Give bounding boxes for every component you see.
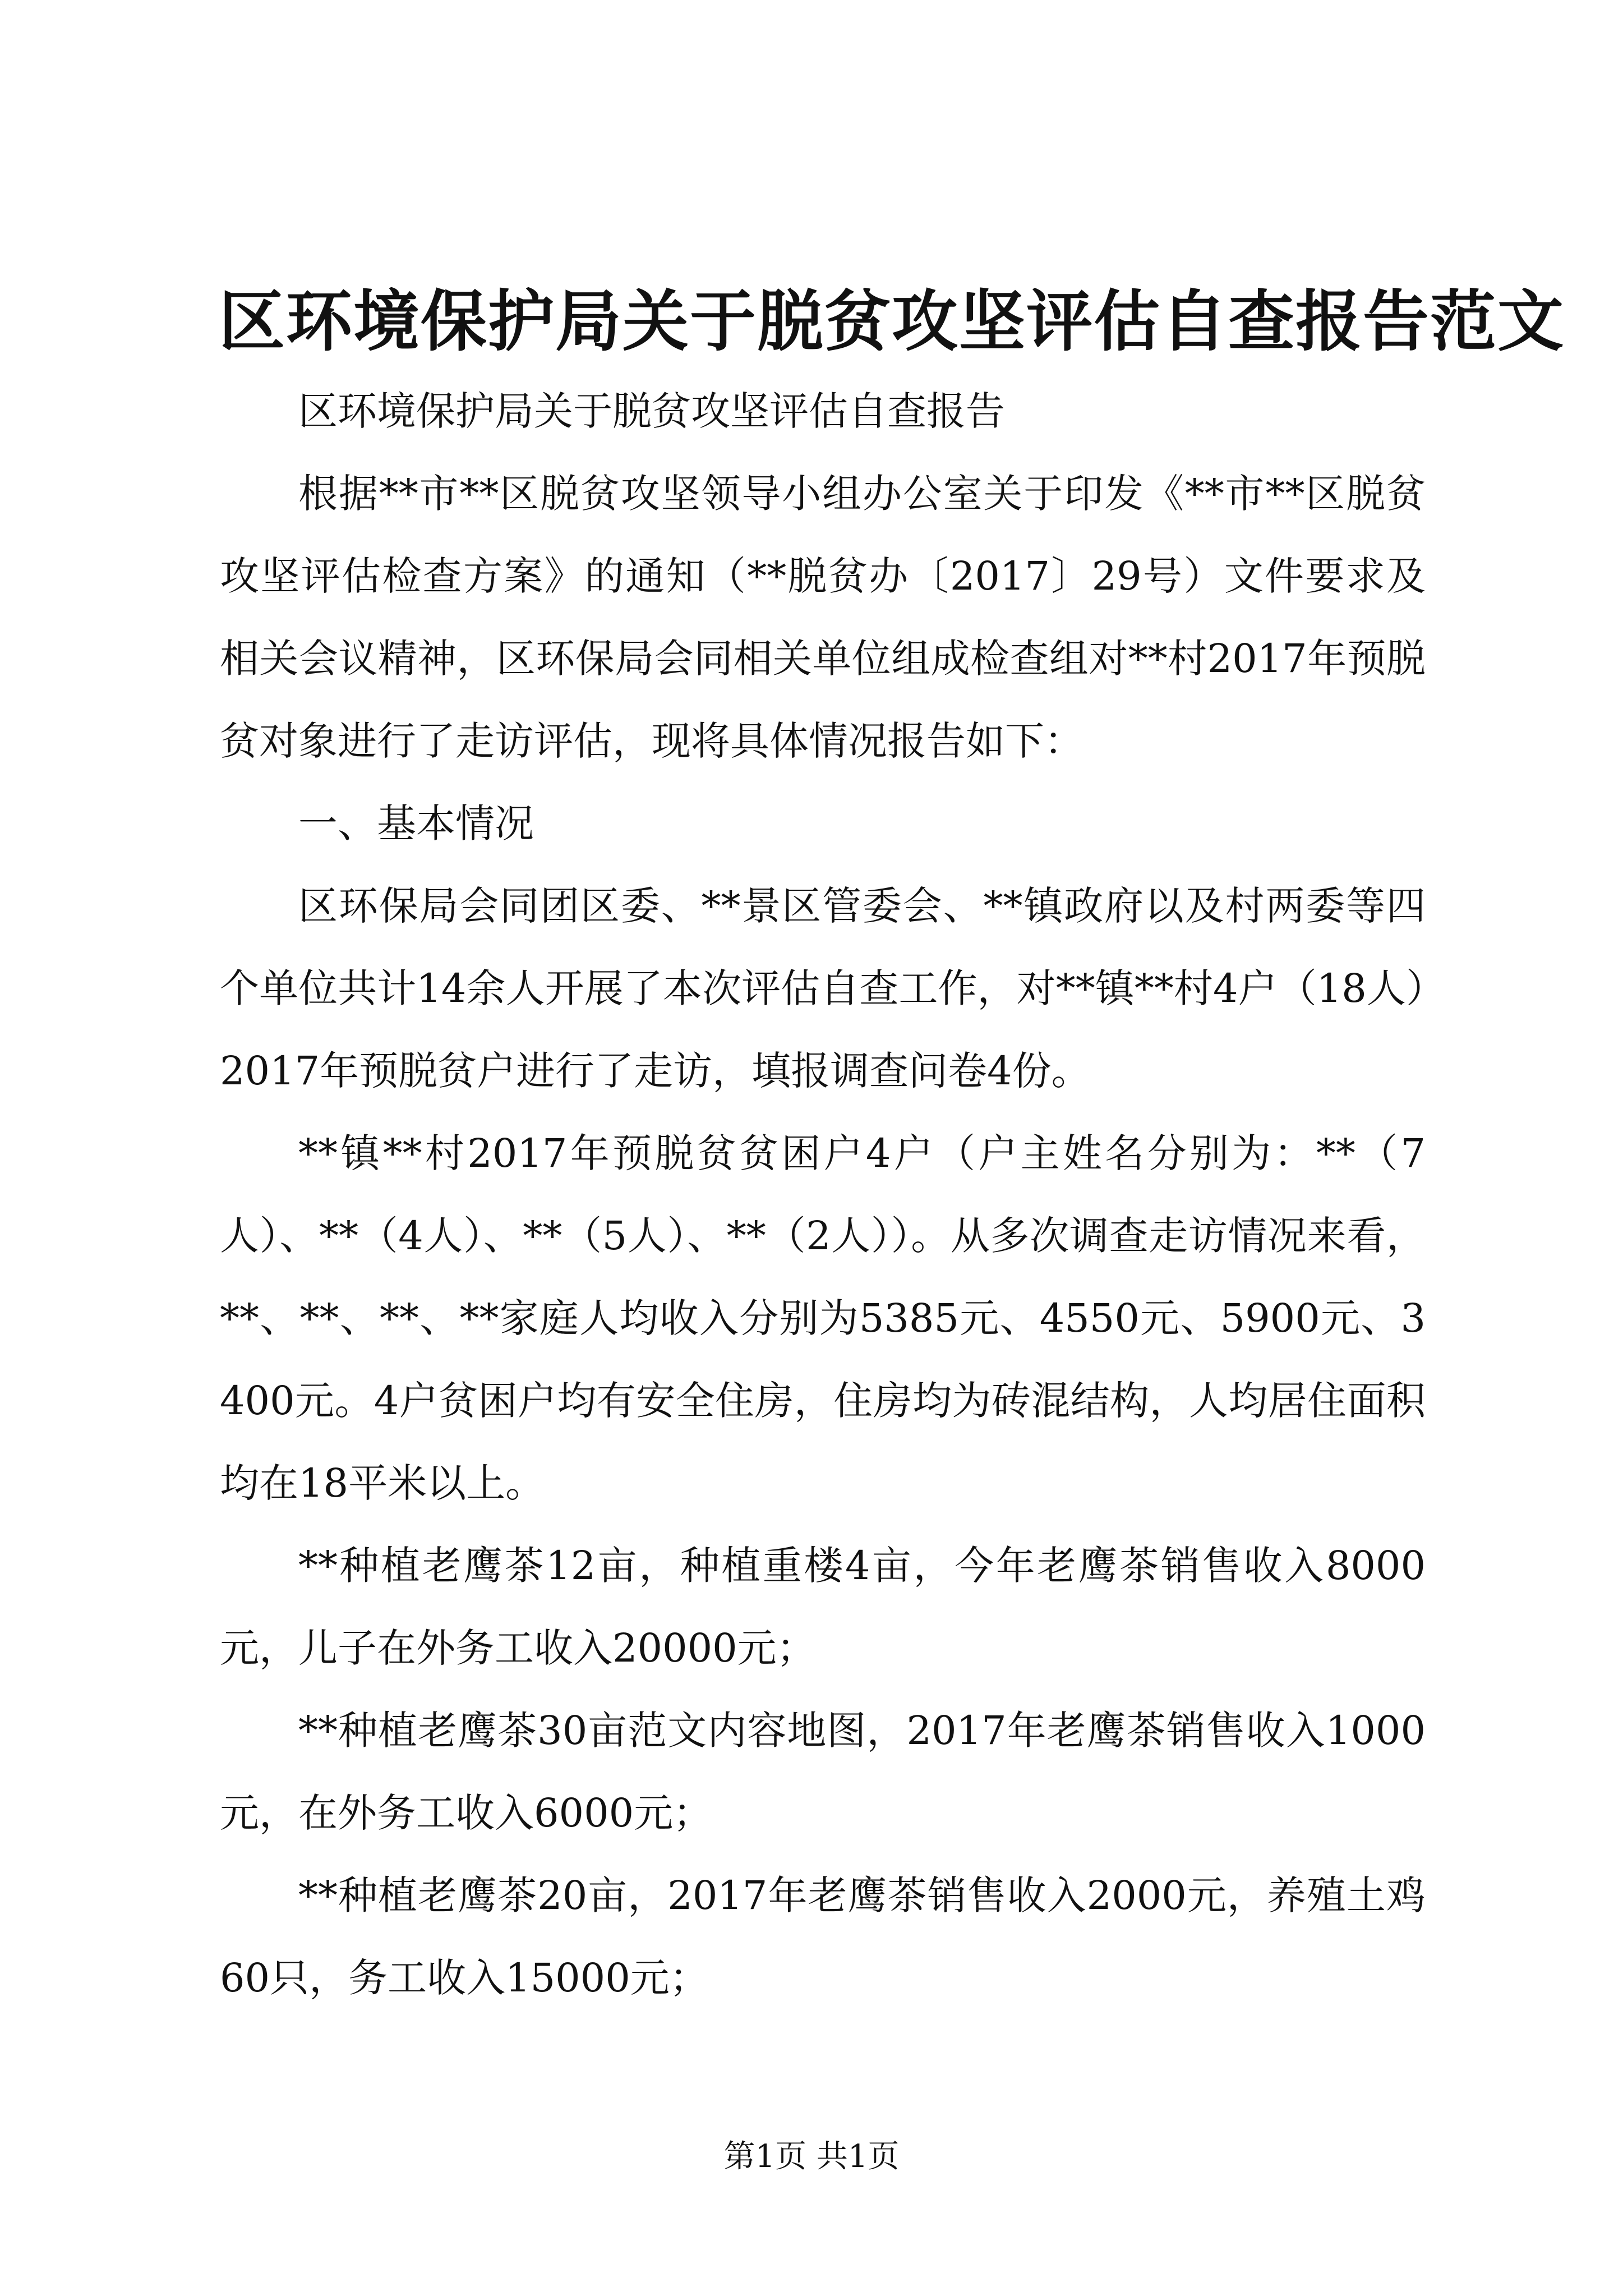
intro-paragraph: 根据**市**区脱贫攻坚领导小组办公室关于印发《**市**区脱贫攻坚评估检查方案》的通知（**脱贫办〔2017〕29号）文件要求及相关会议精神，区环保局会同相关单位组成检查组对**村2017年预脱贫对象进行了走访评估，现将具体情况报告如下：	[220, 471, 1426, 764]
body-paragraph: **种植老鹰茶30亩范文内容地图，2017年老鹰茶销售收入1000元，在外务工收入6000元；	[220, 1708, 1426, 1836]
body-paragraph: **种植老鹰茶20亩，2017年老鹰茶销售收入2000元，养殖土鸡60只，务工收入15000元；	[220, 1872, 1426, 2001]
document-body	[220, 370, 1426, 2019]
body-paragraph: 区环保局会同团区委、**景区管委会、**镇政府以及村两委等四个单位共计14余人开展了本次评估自查工作，对**镇**村4户（18人）2017年预脱贫户进行了走访，填报调查问卷4份。	[220, 883, 1426, 1094]
body-paragraph: **镇**村2017年预脱贫贫困户4户（户主姓名分别为：**（7人）、**（4人）、**（5人）、**（2人））。从多次调查走访情况来看，**、**、**、**家庭人均收入分别为5385元、4550元、5900元、3400元。4户贫困户均有安全住房，住房均为砖混结构，人均居住面积均在18平米以上。	[220, 1130, 1426, 1506]
page-footer: 第1页 共1页	[723, 2138, 900, 2175]
body-paragraph: **种植老鹰茶12亩，种植重楼4亩，今年老鹰茶销售收入8000元，儿子在外务工收入20000元；	[220, 1543, 1426, 1671]
document-title: 区环境保护局关于脱贫攻坚评估自查报告范文	[219, 282, 1565, 360]
subtitle-paragraph: 区环境保护局关于脱贫攻坚评估自查报告	[298, 388, 1005, 434]
section-heading-basic-situation: 一、基本情况	[298, 800, 534, 846]
